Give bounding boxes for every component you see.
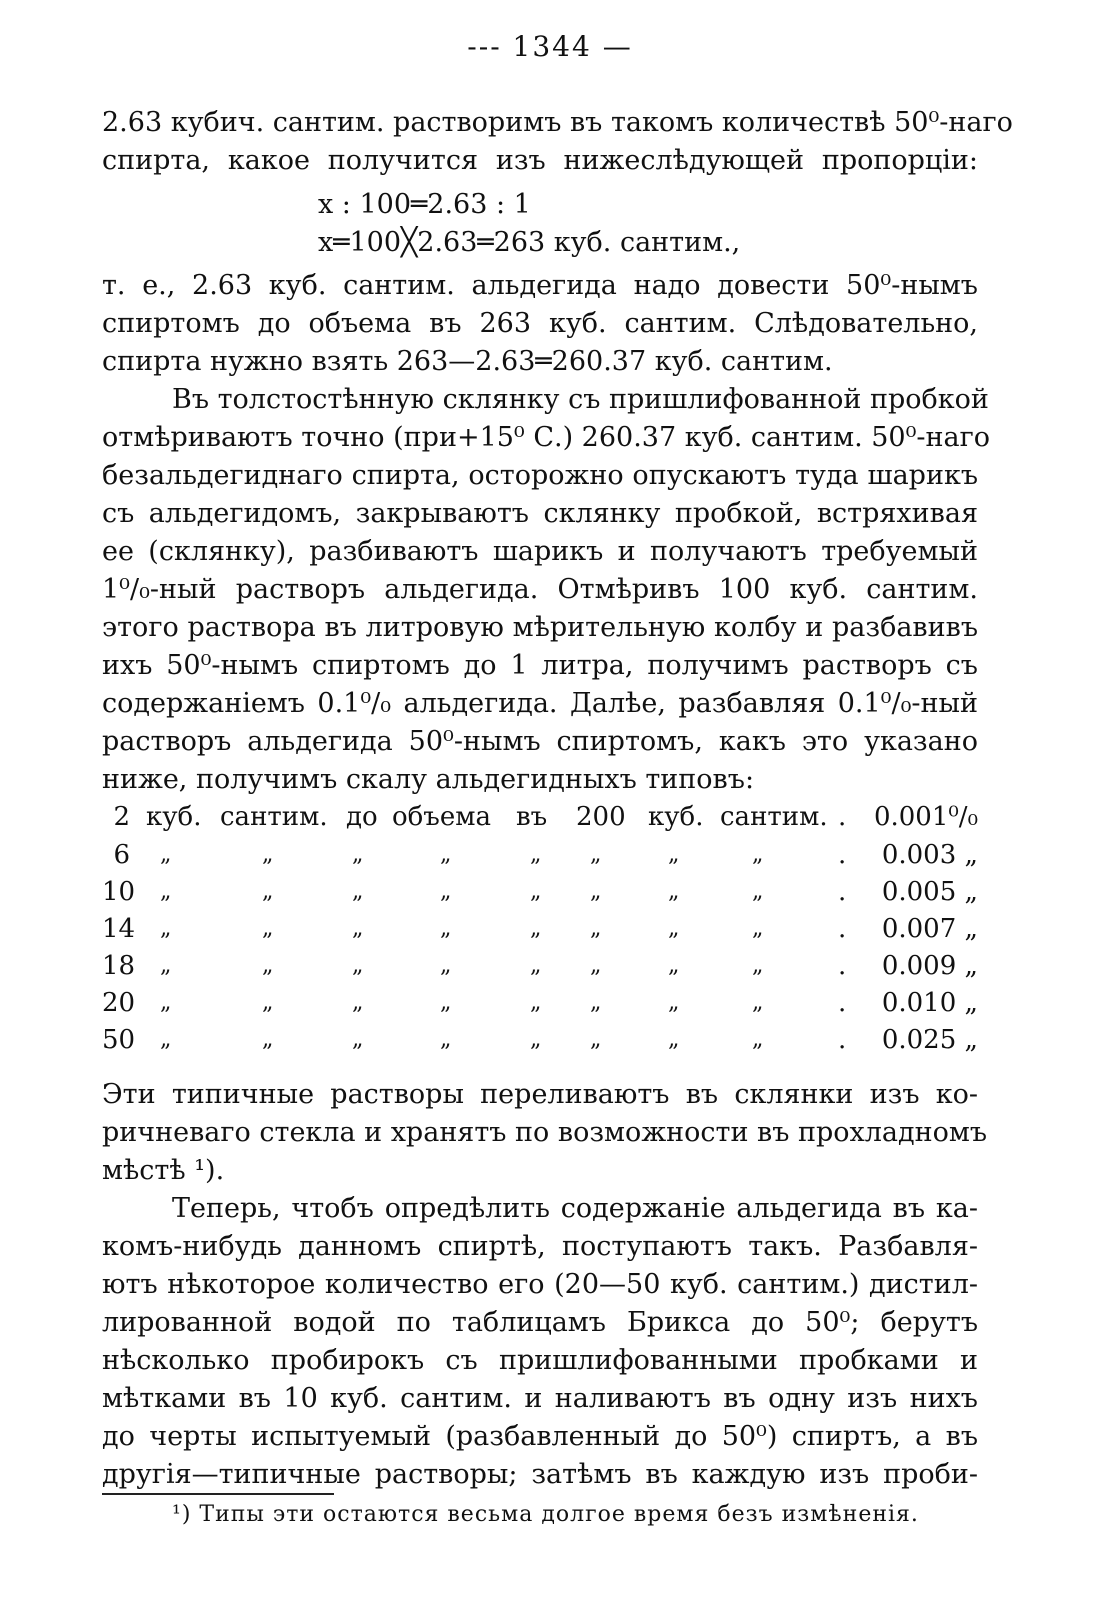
table-row	[102, 984, 978, 1022]
table-row	[102, 873, 978, 911]
ditto-mark: „	[352, 953, 364, 978]
ditto-mark: „	[440, 842, 452, 867]
text-line: содержаніемъ 0.1⁰/₀ альдегида. Далѣе, разбавляя 0.1⁰/₀-ный	[102, 688, 978, 719]
table-row	[102, 910, 978, 948]
text-line: мѣстѣ ¹).	[102, 1155, 225, 1186]
ditto-mark: „	[262, 990, 274, 1015]
ditto-mark: „	[352, 1027, 364, 1052]
leader-dot: .	[838, 914, 847, 944]
amount-cell: 20	[102, 988, 136, 1018]
text-line: растворъ альдегида 50⁰-нымъ спиртомъ, какъ это указано	[102, 726, 978, 757]
ditto-mark: „	[668, 842, 680, 867]
amount-cell: 2	[113, 802, 130, 832]
header-word: въ	[516, 802, 548, 832]
text-line: ютъ нѣкоторое количество его (20—50 куб. сантим.) дистил-	[102, 1269, 978, 1300]
text-line: спирта, какое получится изъ нижеслѣдующей пропорціи:	[102, 145, 978, 176]
percent-cell: 0.025 „	[881, 1025, 978, 1055]
amount-cell: 10	[102, 877, 136, 907]
text-line: съ альдегидомъ, закрываютъ склянку пробкой, встряхивая	[102, 498, 978, 529]
ditto-mark: „	[668, 953, 680, 978]
header-word: до	[346, 802, 378, 832]
amount-cell: 14	[102, 914, 136, 944]
ditto-mark: „	[668, 990, 680, 1015]
percent-cell: 0.001⁰/₀	[873, 802, 978, 832]
leader-dot: .	[838, 988, 847, 1018]
ditto-mark: „	[590, 953, 602, 978]
text-line: комъ-нибудь данномъ спиртѣ, поступаютъ такъ. Разбавля-	[102, 1231, 978, 1262]
leader-dot: .	[838, 840, 847, 870]
header-word: сантим.	[220, 802, 328, 832]
ditto-mark: „	[752, 990, 764, 1015]
ditto-mark: „	[590, 1027, 602, 1052]
ditto-mark: „	[530, 879, 542, 904]
header-word: объема	[392, 802, 491, 832]
leader-dot: .	[838, 1025, 847, 1055]
percent-cell: 0.003 „	[881, 840, 978, 870]
ditto-mark: „	[262, 1027, 274, 1052]
footnote-rule	[102, 1493, 334, 1495]
header-word: .	[838, 802, 847, 832]
ditto-mark: „	[262, 953, 274, 978]
formula-result: x═100╳2.63═263 куб. сантим.,	[318, 227, 741, 258]
text-line: другія—типичные растворы; затѣмъ въ каждую изъ проби-	[102, 1459, 978, 1490]
ditto-mark: „	[668, 1027, 680, 1052]
text-line: спиртомъ до объема въ 263 куб. сантим. Слѣдовательно,	[102, 308, 978, 339]
ditto-mark: „	[352, 916, 364, 941]
percent-cell: 0.007 „	[881, 914, 978, 944]
ditto-mark: „	[440, 1027, 452, 1052]
ditto-mark: „	[752, 916, 764, 941]
ditto-mark: „	[590, 842, 602, 867]
ditto-mark: „	[530, 990, 542, 1015]
ditto-mark: „	[590, 990, 602, 1015]
ditto-mark: „	[262, 879, 274, 904]
percent-cell: 0.010 „	[881, 988, 978, 1018]
ditto-mark: „	[160, 953, 172, 978]
amount-cell: 6	[113, 840, 130, 870]
ditto-mark: „	[352, 879, 364, 904]
ditto-mark: „	[752, 1027, 764, 1052]
percent-cell: 0.005 „	[881, 877, 978, 907]
amount-cell: 50	[102, 1025, 136, 1055]
text-line: ниже, получимъ скалу альдегидныхъ типовъ:	[102, 764, 755, 795]
header-word: куб.	[648, 802, 704, 832]
text-line: Эти типичные растворы переливаютъ въ склянки изъ ко-	[102, 1079, 978, 1110]
text-line: ричневаго стекла и хранятъ по возможности въ прохладномъ	[102, 1117, 988, 1148]
ditto-mark: „	[590, 879, 602, 904]
ditto-mark: „	[440, 953, 452, 978]
leader-dot: .	[838, 877, 847, 907]
text-line: отмѣриваютъ точно (при+15⁰ С.) 260.37 куб. сантим. 50⁰-наго	[102, 422, 991, 453]
text-line: 1⁰/₀-ный растворъ альдегида. Отмѣривъ 100 куб. сантим.	[102, 574, 978, 605]
ditto-mark: „	[530, 953, 542, 978]
ditto-mark: „	[752, 953, 764, 978]
text-line: 2.63 кубич. сантим. растворимъ въ такомъ количествѣ 50⁰-наго	[102, 107, 1013, 138]
ditto-mark: „	[352, 842, 364, 867]
ditto-mark: „	[530, 842, 542, 867]
text-line: безальдегиднаго спирта, осторожно опускаютъ туда шарикъ	[102, 460, 978, 491]
ditto-mark: „	[160, 879, 172, 904]
text-line: нѣсколько пробирокъ съ пришлифованными пробками и	[102, 1345, 978, 1376]
ditto-mark: „	[752, 879, 764, 904]
ditto-mark: „	[668, 879, 680, 904]
ditto-mark: „	[440, 990, 452, 1015]
header-word: сантим.	[720, 802, 828, 832]
header-word: 200	[576, 802, 626, 832]
amount-cell: 18	[102, 951, 136, 981]
table-row	[102, 947, 978, 985]
leader-dot: .	[838, 951, 847, 981]
ditto-mark: „	[262, 916, 274, 941]
text-line: до черты испытуемый (разбавленный до 50⁰) спиртъ, а въ	[102, 1421, 978, 1452]
ditto-mark: „	[160, 1027, 172, 1052]
header-word: куб.	[146, 802, 202, 832]
formula-proportion: x : 100═2.63 : 1	[318, 189, 531, 220]
table-row	[102, 798, 978, 836]
text-line: т. е., 2.63 куб. сантим. альдегида надо довести 50⁰-нымъ	[102, 270, 978, 301]
text-line: ее (склянку), разбиваютъ шарикъ и получаютъ требуемый	[102, 536, 978, 567]
ditto-mark: „	[262, 842, 274, 867]
ditto-mark: „	[160, 916, 172, 941]
footnote: ¹) Типы эти остаются весьма долгое время безъ измѣненія.	[172, 1502, 919, 1527]
paragraph-first-line: Теперь, чтобъ опредѣлить содержаніе альдегида въ ка-	[172, 1193, 978, 1224]
ditto-mark: „	[530, 1027, 542, 1052]
ditto-mark: „	[590, 916, 602, 941]
table-row	[102, 836, 978, 874]
ditto-mark: „	[440, 916, 452, 941]
ditto-mark: „	[530, 916, 542, 941]
ditto-mark: „	[160, 842, 172, 867]
text-line: спирта нужно взять 263—2.63═260.37 куб. сантим.	[102, 346, 833, 377]
text-line: мѣтками въ 10 куб. сантим. и наливаютъ въ одну изъ нихъ	[102, 1383, 978, 1414]
text-line: этого раствора въ литровую мѣрительную колбу и разбавивъ	[102, 612, 978, 643]
ditto-mark: „	[352, 990, 364, 1015]
text-line: лированной водой по таблицамъ Брикса до 50⁰; берутъ	[102, 1307, 978, 1338]
ditto-mark: „	[440, 879, 452, 904]
page-number: --- 1344 —	[467, 30, 633, 63]
ditto-mark: „	[752, 842, 764, 867]
percent-cell: 0.009 „	[881, 951, 978, 981]
ditto-mark: „	[160, 990, 172, 1015]
paragraph-first-line: Въ толстостѣнную склянку съ пришлифованной пробкой	[172, 384, 989, 415]
ditto-mark: „	[668, 916, 680, 941]
text-line: ихъ 50⁰-нымъ спиртомъ до 1 литра, получимъ растворъ съ	[102, 650, 978, 681]
table-row	[102, 1021, 978, 1059]
